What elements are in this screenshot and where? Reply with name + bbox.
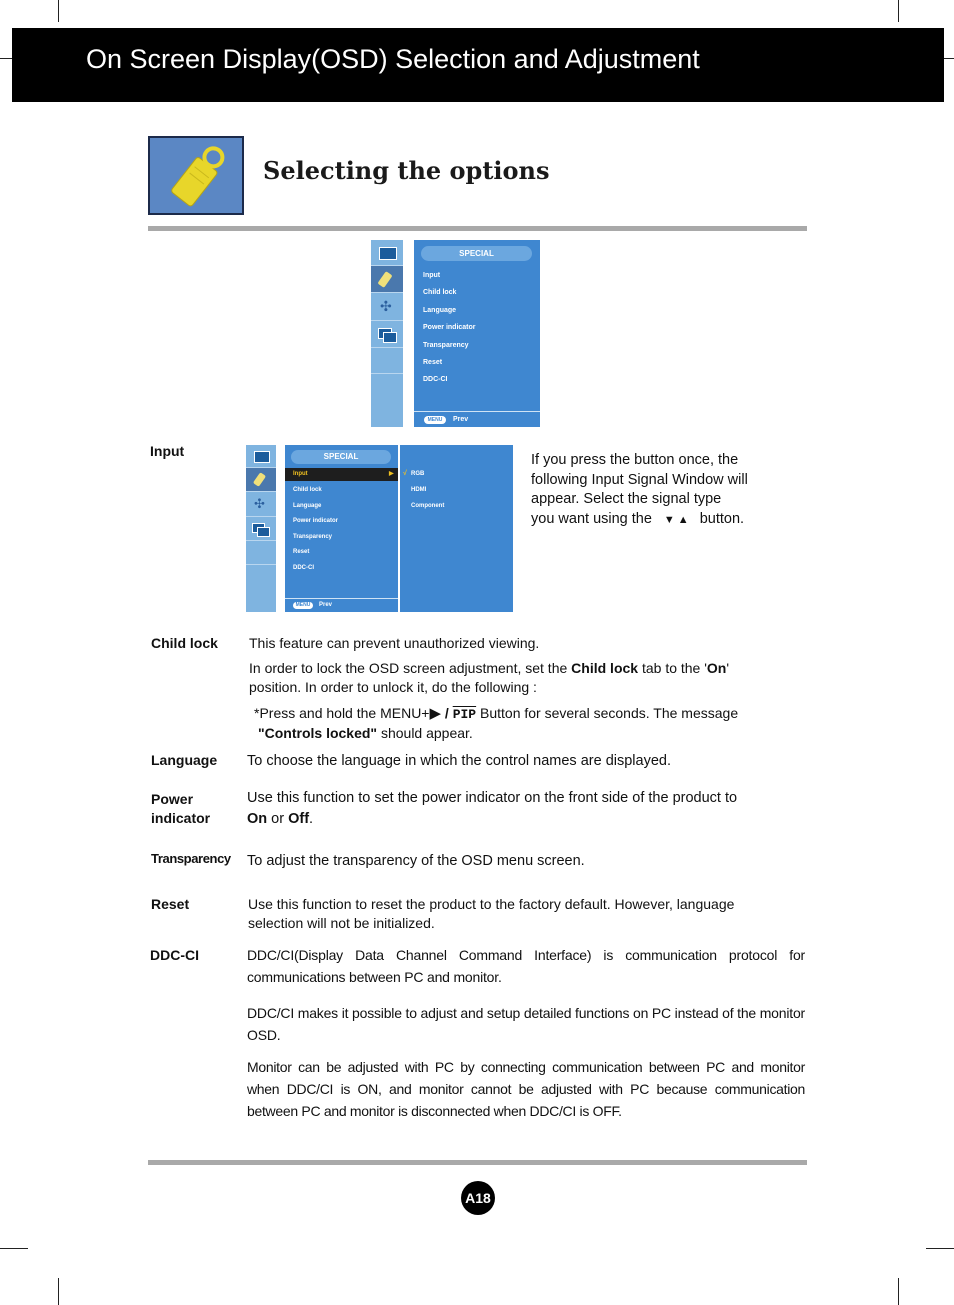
option-label-child-lock: Child lock — [151, 635, 218, 651]
osd-menu-item: Language — [423, 307, 457, 314]
power-indicator-description: Use this function to set the power indicator on the front side of the product to On or Off. — [247, 790, 738, 827]
osd-menu-item: Input — [423, 272, 441, 279]
osd-check-icon: √ — [403, 470, 407, 477]
osd-menu-button: MENU — [424, 416, 446, 424]
child-lock-p2: In order to lock the OSD screen adjustment, set the Child lock tab to the 'On' position. In order to unlock it, do the following : — [249, 660, 730, 695]
option-label-reset: Reset — [151, 896, 190, 912]
down-up-arrows-icon: ▼▲ — [663, 513, 692, 526]
ddc-ci-p3: Monitor can be adjusted with PC by connecting communication between PC and monitor when DDC/CI is ON, and monitor cannot be adjusted with PC because communication between PC and monitor is disconnected when DDC/CI is OFF. — [247, 1059, 805, 1119]
page-title: On Screen Display(OSD) Selection and Adjustment — [86, 44, 700, 74]
input-description: If you press the button once, the following Input Signal Window will appear. Select the signal type you want using the ▼▲ button. — [531, 451, 791, 530]
osd-arrow-icon: ▶ — [389, 471, 394, 477]
divider-top — [148, 226, 807, 231]
crop-mark — [0, 1248, 28, 1249]
page-number-badge: A18 — [461, 1181, 495, 1215]
osd-empty-tab — [371, 348, 403, 374]
osd-menu-item: Reset — [293, 549, 310, 555]
osd-menu-item: Power indicator — [423, 324, 476, 331]
osd-pip-tab-icon — [246, 517, 276, 541]
osd-submenu-item: Component — [411, 503, 445, 509]
osd-picture-tab-icon — [371, 240, 403, 266]
osd-input-panel — [285, 445, 398, 612]
osd-submenu-item: HDMI — [411, 487, 427, 493]
crop-mark — [898, 0, 899, 22]
ddc-ci-p1: DDC/CI(Display Data Channel Command Interface) is communication protocol for communications between PC and monitor. — [247, 947, 805, 985]
right-arrow-icon: ▶ — [429, 705, 442, 722]
crop-mark — [944, 58, 954, 59]
osd-special-tab-icon — [246, 468, 276, 492]
crop-mark — [58, 1278, 59, 1305]
osd-menu-item: Transparency — [293, 534, 333, 540]
section-title: Selecting the options — [263, 156, 550, 185]
osd-menu-button: MENU — [293, 602, 313, 609]
osd-picture-tab-icon — [246, 445, 276, 468]
option-label-language: Language — [151, 752, 218, 768]
language-description: To choose the language in which the control names are displayed. — [247, 753, 671, 769]
transparency-description: To adjust the transparency of the OSD menu screen. — [247, 853, 585, 869]
osd-pip-tab-icon — [371, 321, 403, 348]
osd-menu-footer — [414, 411, 540, 428]
osd-tracking-tab-icon: ✣ — [246, 492, 276, 517]
special-tag-icon — [148, 136, 244, 215]
child-lock-p3: *Press and hold the MENU+▶ / $\overline{PIP}$ Button for several seconds. The message "Controls locked" should appear. — [254, 705, 739, 741]
osd-menu-item: DDC-CI — [423, 376, 448, 383]
osd-menu-item: Child lock — [423, 289, 457, 296]
child-lock-p1: This feature can prevent unauthorized viewing. — [249, 635, 540, 651]
osd-menu-footer — [285, 598, 398, 613]
osd-prev-label: Prev — [319, 602, 333, 608]
crop-mark — [898, 1278, 899, 1305]
osd-empty-tab — [246, 541, 276, 565]
osd-menu-panel — [414, 240, 540, 427]
option-label-power-indicator: Power indicator — [151, 791, 211, 826]
osd-menu-item: Child lock — [293, 487, 322, 493]
osd-menu-item: Power indicator — [293, 518, 339, 524]
osd-tracking-tab-icon: ✣ — [371, 293, 403, 321]
reset-description: Use this function to reset the product to the factory default. However, language selection will not be initialized. — [248, 896, 735, 931]
osd-sidebar — [371, 240, 403, 427]
option-label-ddc-ci: DDC-CI — [150, 947, 199, 963]
osd-submenu-item: RGB — [411, 471, 425, 477]
pip-icon: $\overline{PIP}$ — [452, 707, 477, 722]
osd-menu-header: SPECIAL — [291, 450, 391, 464]
option-label-transparency: Transparency — [151, 851, 231, 866]
osd-menu-item: DDC-CI — [293, 565, 314, 571]
ddc-ci-p2: DDC/CI makes it possible to adjust and setup detailed functions on PC instead of the monitor OSD. — [247, 1005, 805, 1043]
osd-prev-label: Prev — [453, 416, 469, 423]
crop-mark — [58, 0, 59, 22]
osd-special-tab-icon — [371, 266, 403, 293]
osd-sidebar — [246, 445, 276, 612]
osd-menu-header: SPECIAL — [421, 246, 532, 261]
osd-menu-item: Reset — [423, 359, 443, 366]
option-label-input: Input — [150, 443, 185, 459]
osd-menu-item-selected: Input — [293, 471, 308, 477]
divider-bottom — [148, 1160, 807, 1165]
crop-mark — [0, 58, 12, 59]
osd-menu-item: Language — [293, 503, 322, 509]
crop-mark — [926, 1248, 954, 1249]
osd-menu-item: Transparency — [423, 342, 469, 349]
osd-input-submenu — [400, 445, 513, 612]
